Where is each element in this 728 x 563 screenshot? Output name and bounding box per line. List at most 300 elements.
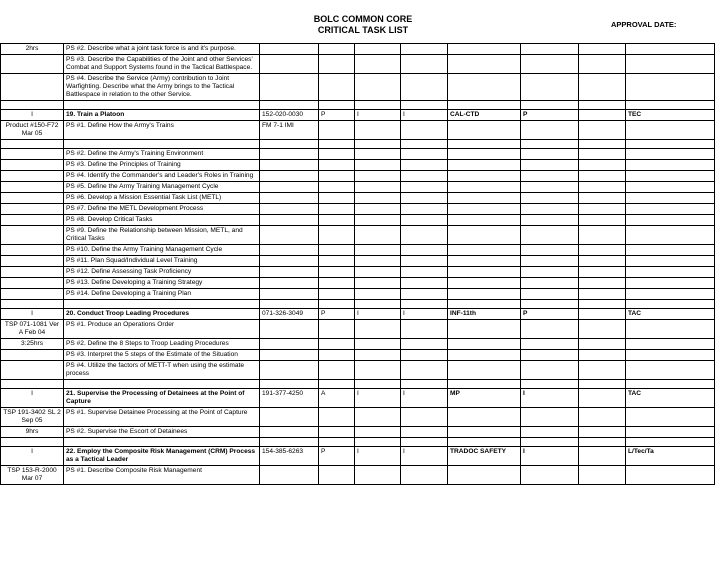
table-cell — [1, 149, 64, 160]
table-cell — [401, 226, 448, 245]
table-cell — [448, 44, 521, 55]
table-cell — [626, 361, 715, 380]
table-cell — [319, 427, 355, 438]
table-cell: PS #13. Define Developing a Training Strategy — [64, 278, 260, 289]
table-cell — [319, 226, 355, 245]
table-cell — [1, 300, 64, 309]
table-cell: PS #2. Supervise the Escort of Detainees — [64, 427, 260, 438]
table-cell — [260, 215, 319, 226]
table-cell — [521, 149, 579, 160]
table-cell — [319, 289, 355, 300]
table-cell — [260, 204, 319, 215]
table-cell — [579, 447, 626, 466]
table-cell — [1, 215, 64, 226]
table-cell — [319, 339, 355, 350]
table-cell — [579, 466, 626, 485]
table-cell — [355, 171, 401, 182]
table-cell — [1, 380, 64, 389]
table-cell — [626, 427, 715, 438]
table-row — [1, 160, 715, 171]
table-cell — [448, 121, 521, 140]
table-cell — [260, 278, 319, 289]
table-cell — [521, 44, 579, 55]
table-cell — [448, 278, 521, 289]
table-cell — [579, 140, 626, 149]
critical-task-table — [0, 43, 715, 485]
table-cell — [579, 427, 626, 438]
table-cell — [448, 204, 521, 215]
table-cell — [319, 438, 355, 447]
table-cell — [355, 300, 401, 309]
table-cell — [579, 121, 626, 140]
table-cell — [260, 140, 319, 149]
table-cell — [448, 160, 521, 171]
table-cell — [521, 289, 579, 300]
document-title-block — [300, 14, 426, 36]
table-cell — [401, 101, 448, 110]
table-cell — [355, 466, 401, 485]
table-cell — [355, 193, 401, 204]
table-cell — [355, 256, 401, 267]
table-cell — [260, 149, 319, 160]
table-cell — [355, 350, 401, 361]
table-cell — [319, 408, 355, 427]
table-cell: I — [355, 309, 401, 320]
table-cell: 22. Employ the Composite Risk Management (CRM) Process as a Tactical Leader — [64, 447, 260, 466]
table-cell — [521, 74, 579, 101]
table-cell — [626, 408, 715, 427]
table-cell — [521, 320, 579, 339]
table-cell — [401, 215, 448, 226]
table-cell: TSP 071-1081 Ver A Feb 04 — [1, 320, 64, 339]
table-cell — [260, 289, 319, 300]
table-cell — [319, 55, 355, 74]
table-cell — [319, 101, 355, 110]
table-cell — [579, 171, 626, 182]
table-cell: I — [401, 110, 448, 121]
table-cell — [579, 300, 626, 309]
table-cell — [401, 361, 448, 380]
table-cell — [401, 182, 448, 193]
table-cell — [579, 438, 626, 447]
table-cell — [579, 256, 626, 267]
table-cell — [1, 204, 64, 215]
table-cell — [319, 215, 355, 226]
table-cell — [355, 44, 401, 55]
table-row — [1, 226, 715, 245]
table-cell: 20. Conduct Troop Leading Procedures — [64, 309, 260, 320]
table-cell — [626, 160, 715, 171]
table-cell — [401, 350, 448, 361]
table-cell — [579, 101, 626, 110]
table-cell — [448, 466, 521, 485]
table-cell — [579, 110, 626, 121]
approval-date-label: APPROVAL DATE: — [611, 20, 677, 29]
table-cell — [626, 267, 715, 278]
table-cell: PS #2. Define the Army's Training Environment — [64, 149, 260, 160]
table-cell — [626, 300, 715, 309]
table-cell — [260, 101, 319, 110]
task-header-row — [1, 309, 715, 320]
table-cell: I — [355, 110, 401, 121]
table-cell: 21. Supervise the Processing of Detainees at the Point of Capture — [64, 389, 260, 408]
table-cell — [448, 267, 521, 278]
table-cell: 191-377-4250 — [260, 389, 319, 408]
table-cell: PS #8. Develop Critical Tasks — [64, 215, 260, 226]
table-cell — [626, 182, 715, 193]
table-cell — [260, 350, 319, 361]
table-cell: P — [319, 309, 355, 320]
table-cell — [260, 55, 319, 74]
table-cell — [579, 204, 626, 215]
table-cell: PS #14. Define Developing a Training Plan — [64, 289, 260, 300]
table-row — [1, 350, 715, 361]
table-cell — [579, 320, 626, 339]
table-cell — [401, 193, 448, 204]
table-cell — [401, 380, 448, 389]
table-cell — [579, 289, 626, 300]
table-row — [1, 74, 715, 101]
table-cell — [521, 380, 579, 389]
document-title: BOLC COMMON CORE — [313, 14, 413, 24]
table-cell — [355, 438, 401, 447]
table-cell — [521, 361, 579, 380]
table-cell: TSP 191-3402 SL 2 Sep 05 — [1, 408, 64, 427]
table-cell: I — [355, 389, 401, 408]
table-cell — [579, 215, 626, 226]
table-cell — [579, 182, 626, 193]
table-cell — [626, 245, 715, 256]
table-cell — [401, 300, 448, 309]
table-cell: PS #4. Utilize the factors of METT-T when using the estimate process — [64, 361, 260, 380]
table-cell — [355, 267, 401, 278]
table-cell — [521, 226, 579, 245]
table-cell — [319, 267, 355, 278]
table-cell — [579, 339, 626, 350]
table-cell — [401, 160, 448, 171]
table-cell — [355, 320, 401, 339]
spacer-row — [1, 438, 715, 447]
table-cell: FM 7-1 IMI — [260, 121, 319, 140]
task-header-row — [1, 389, 715, 408]
table-cell — [1, 289, 64, 300]
table-cell — [579, 74, 626, 101]
table-cell — [1, 55, 64, 74]
table-cell: PS #9. Define the Relationship between Mission, METL, and Critical Tasks — [64, 226, 260, 245]
table-cell: I — [401, 389, 448, 408]
table-cell — [260, 193, 319, 204]
table-cell: P — [521, 309, 579, 320]
table-cell — [355, 380, 401, 389]
table-cell — [448, 256, 521, 267]
table-row — [1, 193, 715, 204]
table-cell: PS #5. Define the Army Training Management Cycle — [64, 182, 260, 193]
table-cell — [448, 339, 521, 350]
table-cell — [448, 350, 521, 361]
table-row — [1, 171, 715, 182]
table-cell — [260, 466, 319, 485]
table-cell — [401, 149, 448, 160]
table-cell — [579, 245, 626, 256]
spacer-row — [1, 140, 715, 149]
table-cell — [260, 320, 319, 339]
table-row — [1, 278, 715, 289]
table-cell — [319, 182, 355, 193]
table-cell — [319, 149, 355, 160]
table-cell — [319, 350, 355, 361]
table-cell: PS #2. Describe what a joint task force is and it's purpose. — [64, 44, 260, 55]
table-cell — [319, 204, 355, 215]
table-cell: PS #10. Define the Army Training Management Cycle — [64, 245, 260, 256]
table-cell — [319, 193, 355, 204]
table-cell — [626, 320, 715, 339]
table-cell — [1, 256, 64, 267]
table-cell — [64, 101, 260, 110]
table-cell — [401, 140, 448, 149]
table-row — [1, 320, 715, 339]
table-cell — [626, 350, 715, 361]
table-cell — [448, 101, 521, 110]
table-row — [1, 256, 715, 267]
table-cell — [355, 101, 401, 110]
table-cell — [401, 320, 448, 339]
table-row — [1, 44, 715, 55]
table-cell — [448, 182, 521, 193]
table-cell — [521, 215, 579, 226]
table-row — [1, 55, 715, 74]
table-cell: PS #2. Define the 8 Steps to Troop Leading Procedures — [64, 339, 260, 350]
table-row — [1, 289, 715, 300]
table-cell — [521, 438, 579, 447]
table-cell: 071-326-3049 — [260, 309, 319, 320]
table-cell: P — [521, 110, 579, 121]
table-cell — [521, 408, 579, 427]
table-cell — [260, 256, 319, 267]
table-cell — [521, 140, 579, 149]
task-table-body — [1, 44, 715, 485]
table-cell — [355, 427, 401, 438]
table-cell: I — [1, 389, 64, 408]
table-cell — [401, 204, 448, 215]
table-cell — [579, 389, 626, 408]
table-cell: 19. Train a Platoon — [64, 110, 260, 121]
table-cell — [319, 278, 355, 289]
table-cell — [626, 278, 715, 289]
table-cell — [319, 74, 355, 101]
table-cell — [448, 74, 521, 101]
table-cell — [579, 44, 626, 55]
table-cell — [401, 289, 448, 300]
table-cell: I — [521, 389, 579, 408]
table-cell — [579, 267, 626, 278]
table-cell — [319, 245, 355, 256]
table-cell — [401, 438, 448, 447]
table-cell — [626, 149, 715, 160]
table-cell: PS #1. Supervise Detainee Processing at the Point of Capture — [64, 408, 260, 427]
table-cell — [626, 466, 715, 485]
table-cell — [521, 300, 579, 309]
table-cell — [626, 121, 715, 140]
table-cell — [521, 204, 579, 215]
table-cell: I — [401, 447, 448, 466]
table-cell — [260, 361, 319, 380]
table-cell — [1, 140, 64, 149]
table-cell: TSP 153-R-2000 Mar 07 — [1, 466, 64, 485]
table-cell — [260, 438, 319, 447]
table-cell — [401, 245, 448, 256]
table-row — [1, 408, 715, 427]
table-cell — [579, 408, 626, 427]
table-cell: PS #3. Define the Principles of Training — [64, 160, 260, 171]
table-cell — [1, 350, 64, 361]
table-cell: PS #11. Plan Squad/Individual Level Training — [64, 256, 260, 267]
table-cell — [626, 44, 715, 55]
table-cell — [579, 350, 626, 361]
table-cell — [260, 171, 319, 182]
table-cell — [448, 226, 521, 245]
table-cell: PS #7. Define the METL Development Process — [64, 204, 260, 215]
table-cell — [1, 278, 64, 289]
table-cell — [64, 140, 260, 149]
table-cell: I — [355, 447, 401, 466]
table-cell: P — [319, 110, 355, 121]
table-cell — [355, 278, 401, 289]
table-cell — [355, 226, 401, 245]
table-cell — [626, 171, 715, 182]
table-cell — [355, 74, 401, 101]
table-cell — [1, 171, 64, 182]
table-cell — [448, 438, 521, 447]
table-cell — [626, 380, 715, 389]
table-row — [1, 149, 715, 160]
table-cell — [626, 215, 715, 226]
table-cell — [401, 427, 448, 438]
table-cell — [521, 171, 579, 182]
table-cell — [401, 55, 448, 74]
table-cell — [1, 101, 64, 110]
table-cell: PS #3. Describe the Capabilities of the Joint and other Services' Combat and Support Systems found in the Tactical Battlespace. — [64, 55, 260, 74]
task-header-row — [1, 110, 715, 121]
table-cell — [448, 361, 521, 380]
table-cell — [521, 101, 579, 110]
table-cell — [521, 160, 579, 171]
table-row — [1, 204, 715, 215]
table-cell: TRADOC SAFETY — [448, 447, 521, 466]
table-cell: Product #150-F72 Mar 05 — [1, 121, 64, 140]
table-cell: MP — [448, 389, 521, 408]
table-cell: PS #1. Produce an Operations Order — [64, 320, 260, 339]
table-cell — [260, 300, 319, 309]
table-row — [1, 466, 715, 485]
table-cell: I — [521, 447, 579, 466]
task-header-row — [1, 447, 715, 466]
table-cell — [319, 380, 355, 389]
table-cell — [448, 140, 521, 149]
table-row — [1, 121, 715, 140]
spacer-row — [1, 101, 715, 110]
table-cell — [1, 193, 64, 204]
table-cell — [1, 361, 64, 380]
table-cell — [521, 55, 579, 74]
table-cell — [626, 438, 715, 447]
table-cell — [355, 204, 401, 215]
table-cell — [401, 121, 448, 140]
table-cell — [626, 226, 715, 245]
table-cell — [260, 380, 319, 389]
table-cell — [521, 121, 579, 140]
table-cell — [579, 278, 626, 289]
table-cell: 3:25hrs — [1, 339, 64, 350]
table-row — [1, 361, 715, 380]
table-cell — [448, 320, 521, 339]
table-cell — [521, 339, 579, 350]
table-cell — [319, 121, 355, 140]
table-cell — [448, 380, 521, 389]
table-row — [1, 245, 715, 256]
table-cell — [521, 245, 579, 256]
table-cell — [355, 339, 401, 350]
table-cell — [1, 74, 64, 101]
table-cell — [1, 438, 64, 447]
table-cell — [355, 361, 401, 380]
table-cell — [626, 193, 715, 204]
table-cell — [355, 160, 401, 171]
table-cell — [626, 256, 715, 267]
document-subtitle: CRITICAL TASK LIST — [317, 25, 409, 35]
table-cell — [521, 427, 579, 438]
table-cell — [579, 361, 626, 380]
table-cell — [579, 226, 626, 245]
table-cell: PS #4. Identify the Commander's and Leader's Roles in Training — [64, 171, 260, 182]
table-cell — [319, 160, 355, 171]
table-cell: A — [319, 389, 355, 408]
table-cell — [521, 350, 579, 361]
table-cell: I — [401, 309, 448, 320]
table-cell — [260, 267, 319, 278]
table-cell — [626, 74, 715, 101]
table-cell — [260, 182, 319, 193]
table-cell — [401, 339, 448, 350]
table-cell: PS #1. Describe Composite Risk Management — [64, 466, 260, 485]
table-cell: PS #6. Develop a Mission Essential Task List (METL) — [64, 193, 260, 204]
table-cell: TAC — [626, 309, 715, 320]
table-cell — [355, 55, 401, 74]
table-row — [1, 427, 715, 438]
spacer-row — [1, 300, 715, 309]
table-cell — [260, 160, 319, 171]
table-cell: CAL-CTD — [448, 110, 521, 121]
table-cell — [1, 182, 64, 193]
table-cell — [319, 171, 355, 182]
table-cell — [319, 44, 355, 55]
table-cell — [448, 171, 521, 182]
table-cell — [521, 256, 579, 267]
table-cell — [448, 55, 521, 74]
table-cell: TEC — [626, 110, 715, 121]
table-cell — [626, 204, 715, 215]
table-cell — [1, 245, 64, 256]
table-cell — [355, 289, 401, 300]
table-cell: 9hrs — [1, 427, 64, 438]
table-cell — [319, 361, 355, 380]
table-cell — [355, 182, 401, 193]
table-cell — [1, 226, 64, 245]
table-cell — [521, 182, 579, 193]
table-cell — [448, 289, 521, 300]
table-cell — [521, 466, 579, 485]
table-row — [1, 339, 715, 350]
table-cell — [448, 408, 521, 427]
